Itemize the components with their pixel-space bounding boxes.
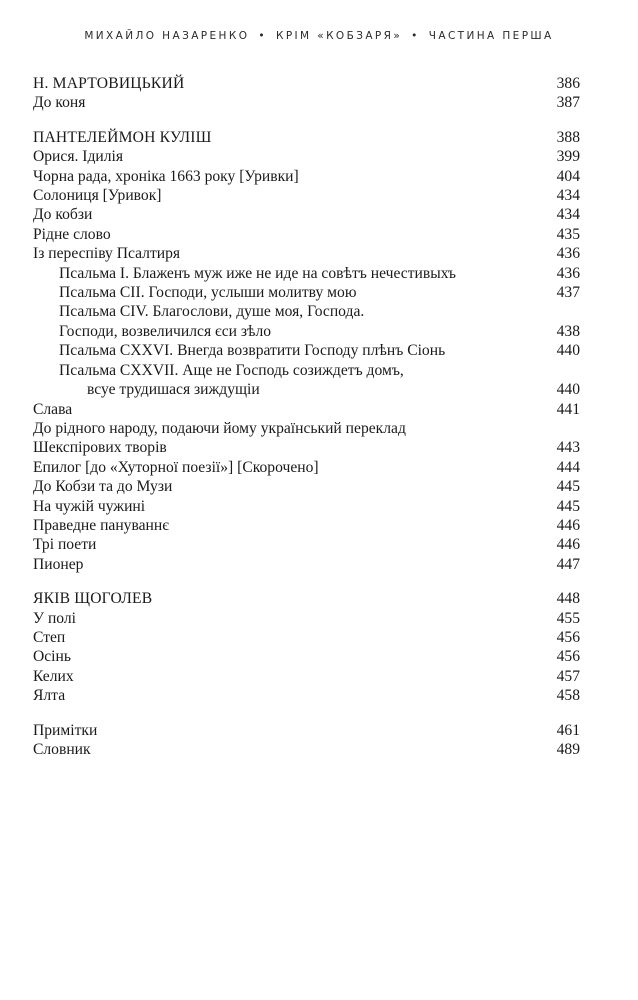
- toc-entry-title: Рідне слово: [33, 225, 111, 243]
- toc-entry: [33, 438, 580, 457]
- toc-page-number: 445: [556, 497, 580, 515]
- toc-entry: [33, 341, 580, 360]
- toc-entry-title: Осінь: [33, 648, 71, 666]
- toc-entry: [33, 647, 580, 666]
- toc-entry-title: Епилог [до «Хуторної поезії»] [Скорочено]: [33, 458, 319, 476]
- toc-entry-title: Псальма CII. Господи, услыши молитву мою: [59, 284, 357, 302]
- toc-entry: [33, 283, 580, 302]
- toc-page-number: 388: [556, 128, 580, 146]
- toc-entry-title: Чорна рада, хроніка 1663 року [Уривки]: [33, 167, 299, 185]
- toc-page-number: 455: [556, 609, 580, 627]
- toc-page-number: 386: [556, 75, 580, 92]
- toc-entry-title: Із переспіву Псалтиря: [33, 245, 181, 263]
- toc-entry-title: всуе трудишася зиждущіи: [87, 381, 260, 399]
- toc-page-number: 437: [556, 284, 580, 302]
- toc-entry-title: До Кобзи та до Музи: [33, 478, 173, 496]
- toc-page-number: 446: [556, 536, 580, 554]
- toc-entry: [33, 244, 580, 263]
- toc-page-number: 447: [556, 555, 580, 573]
- toc-entry-title: Словник: [33, 741, 91, 758]
- toc-entry-title: ЯКІВ ЩОГОЛЕВ: [33, 590, 153, 608]
- running-header: [0, 30, 638, 42]
- header-book-title: КРІМ «КОБЗАРЯ»: [275, 30, 403, 42]
- header-separator: •: [258, 30, 267, 42]
- toc-entry: [33, 497, 580, 516]
- toc-entry-title: До коня: [33, 94, 86, 112]
- toc-entry-title: До рідного народу, подаючи йому український переклад: [33, 419, 406, 437]
- toc-entry: [33, 555, 580, 574]
- toc-entry: [33, 361, 580, 380]
- toc-entry-title: Пионер: [33, 555, 84, 573]
- toc-entry: [33, 609, 580, 628]
- toc-entry: [33, 225, 580, 244]
- toc-entry-title: Шекспірових творів: [33, 439, 167, 457]
- toc-entry: [33, 458, 580, 477]
- header-author: МИХАЙЛО НАЗАРЕНКО: [84, 30, 250, 42]
- toc-page-number: 440: [556, 342, 580, 360]
- toc-entry-title: На чужій чужині: [33, 497, 146, 515]
- toc-entry-title: Псальма CIV. Благослови, душе моя, Господа.: [59, 303, 365, 321]
- toc-entry-title: Степ: [33, 628, 66, 646]
- toc-entry: [33, 516, 580, 535]
- toc-entry-title: Праведне пануваннє: [33, 516, 169, 534]
- toc-page-number: 456: [556, 648, 580, 666]
- toc-entry: [33, 380, 580, 399]
- toc-entry: [33, 477, 580, 496]
- toc-entry: [33, 400, 580, 419]
- toc-entry: [33, 264, 580, 283]
- toc-page-number: 435: [556, 225, 580, 243]
- toc-entry-title: Господи, возвеличился єси зѣло: [59, 322, 272, 340]
- toc-page-number: 458: [556, 687, 580, 705]
- toc-entry: [33, 147, 580, 166]
- toc-entry-title: Псальма CXXVII. Аще не Господь созиждетъ домъ,: [59, 361, 404, 379]
- toc-page-number: 438: [556, 322, 580, 340]
- toc-author-heading: [33, 128, 580, 147]
- toc-entry-title: Келих: [33, 667, 74, 685]
- toc-entry: [33, 93, 580, 112]
- toc-page-number: 445: [556, 478, 580, 496]
- toc-page-number: 434: [556, 187, 580, 205]
- toc-page-number: 446: [556, 516, 580, 534]
- toc-page-number: 387: [556, 94, 580, 112]
- toc-page-number: 457: [556, 667, 580, 685]
- toc-page-number: 461: [556, 721, 580, 739]
- toc-entry: [33, 628, 580, 647]
- toc-entry: [33, 667, 580, 686]
- toc-entry-title: У полі: [33, 609, 76, 627]
- header-part: ЧАСТИНА ПЕРША: [428, 30, 554, 42]
- toc-page-number: 448: [556, 590, 580, 608]
- toc-author-heading: [33, 589, 580, 608]
- toc-entry-title: До кобзи: [33, 206, 93, 224]
- toc-entry-title: Слава: [33, 400, 73, 418]
- toc-author-heading: [33, 74, 580, 93]
- toc-entry-title: Н. МАРТОВИЦЬКИЙ: [33, 75, 185, 92]
- header-separator: •: [411, 30, 420, 42]
- toc-page-number: 456: [556, 628, 580, 646]
- toc-entry: [33, 205, 580, 224]
- toc-page-number: 489: [556, 741, 580, 758]
- toc-page-number: 399: [556, 148, 580, 166]
- toc-entry-title: Псальма І. Блаженъ муж иже не иде на совѣтъ нечестивыхъ: [59, 264, 456, 282]
- toc-entry-title: Солониця [Уривок]: [33, 187, 162, 205]
- section-gap: [33, 706, 580, 721]
- toc-page-number: 404: [556, 167, 580, 185]
- toc-entry: [33, 686, 580, 705]
- toc-entry-title: Примітки: [33, 721, 98, 739]
- toc-entry-title: ПАНТЕЛЕЙМОН КУЛІШ: [33, 128, 212, 146]
- toc-entry-title: Трі поети: [33, 536, 97, 554]
- toc-page-number: 436: [556, 245, 580, 263]
- toc-entry: [33, 167, 580, 186]
- toc-entry: [33, 740, 580, 759]
- table-of-contents: [33, 74, 580, 759]
- toc-entry: [33, 721, 580, 740]
- toc-page-number: 436: [556, 264, 580, 282]
- toc-page-number: 443: [556, 439, 580, 457]
- toc-entry: [33, 302, 580, 321]
- toc-entry-title: Орися. Ідилія: [33, 148, 124, 166]
- section-gap: [33, 113, 580, 128]
- toc-entry-title: Ялта: [33, 687, 66, 705]
- toc-page-number: 434: [556, 206, 580, 224]
- toc-entry: [33, 322, 580, 341]
- toc-page-number: 440: [556, 381, 580, 399]
- toc-entry: [33, 186, 580, 205]
- section-gap: [33, 574, 580, 589]
- toc-entry-title: Псальма CXXVI. Внегда возвратити Господу плѣнъ Сіонь: [59, 342, 446, 360]
- toc-entry: [33, 419, 580, 438]
- toc-entry: [33, 535, 580, 554]
- toc-page-number: 444: [556, 458, 580, 476]
- toc-page-number: 441: [556, 400, 580, 418]
